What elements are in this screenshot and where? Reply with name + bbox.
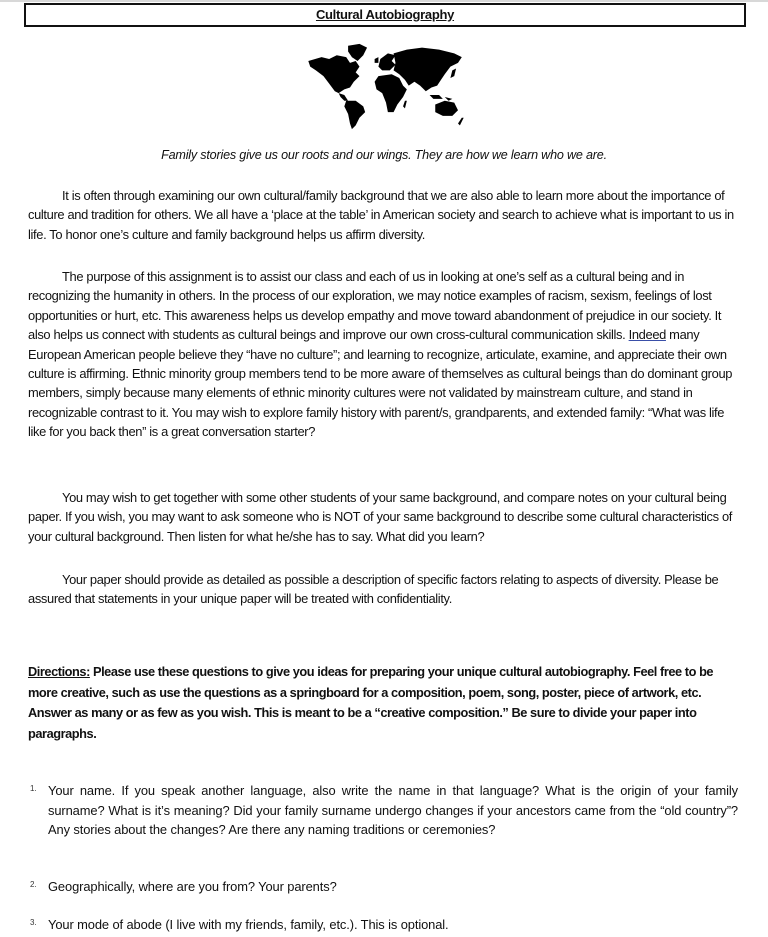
question-text: Your name. If you speak another language, also write the name in that language? What is the origin of your family surname? What is it’s meaning? Did your family surname undergo changes if your ancestors came from the “old country”? Any stories about the changes? Are there any naming traditions or ceremonies? — [48, 783, 738, 837]
paragraph-text: It is often through examining our own cultural/family background that we are also able to learn more about the importance of culture and tradition for others. We all have a ‘place at the table’ in American society and search to achieve what is important to us in life. To honor one’s culture and family background helps us affirm diversity. — [28, 188, 734, 242]
paragraph-text: Your paper should provide as detailed as possible a description of specific factors relating to aspects of diversity. Please be assured that statements in your unique paper will be treated with confidentiality. — [28, 572, 719, 607]
world-map-icon — [300, 42, 472, 132]
directions-text: Please use these questions to give you ideas for preparing your unique cultural autobiography. Feel free to be more creative, such as use the questions as a springboard for a composition, poem, song, poster, piece of artwork, etc. Answer as many or as few as you wish. This is meant to be a “creative composition.” Be sure to divide your paper into paragraphs. — [28, 664, 714, 741]
list-number: 1. — [30, 784, 37, 793]
page-top-edge — [0, 0, 768, 2]
list-number: 3. — [30, 918, 37, 927]
purpose-paragraph — [28, 267, 740, 442]
compare-notes-paragraph — [28, 488, 740, 546]
directions-section — [28, 662, 740, 744]
confidentiality-paragraph — [28, 570, 740, 609]
document-title: Cultural Autobiography — [315, 7, 455, 22]
paragraph-text: many European American people believe they “have no culture”; and learning to recognize, articulate, examine, and appreciate their own culture is affirming. Ethnic minority group members tend to be more aware of themselves as cultural beings than do dominant group members, simply because many elements of ethnic minority cultures were not validated by mainstream culture, and stand in recognizable contrast to it. You may wish to explore family history with parent/s, grandparents, and extended family: “What was life like for you back then” is a great conversation starter? — [28, 327, 733, 440]
spellcheck-underlined-word: Indeed — [628, 327, 666, 343]
directions-label: Directions: — [28, 664, 90, 679]
intro-paragraph — [28, 186, 740, 244]
question-text: Geographically, where are you from? Your parents? — [48, 879, 337, 894]
question-text: Your mode of abode (I live with my friends, family, etc.). This is optional. — [48, 917, 449, 932]
tagline-quote: Family stories give us our roots and our wings. They are how we learn who we are. — [161, 148, 607, 162]
paragraph-text: You may wish to get together with some other students of your same background, and compare notes on your cultural being paper. If you wish, you may want to ask someone who is NOT of your same background to describe some cultural characteristics of your cultural background. Then listen for what he/she has to say. What did you learn? — [28, 490, 733, 544]
title-box — [24, 3, 746, 27]
paragraph-text: The purpose of this assignment is to assist our class and each of us in looking at one’s self as a cultural being and in recognizing the humanity in others. In the process of our exploration, we may notice examples of racism, sexism, feelings of lost opportunities or hurt, etc. This awareness helps us develop empathy and move toward abandonment of prejudice in our society. It also helps us connect with students as cultural beings and improve our own cross-cultural communication skills. — [28, 269, 722, 343]
list-number: 2. — [30, 880, 37, 889]
